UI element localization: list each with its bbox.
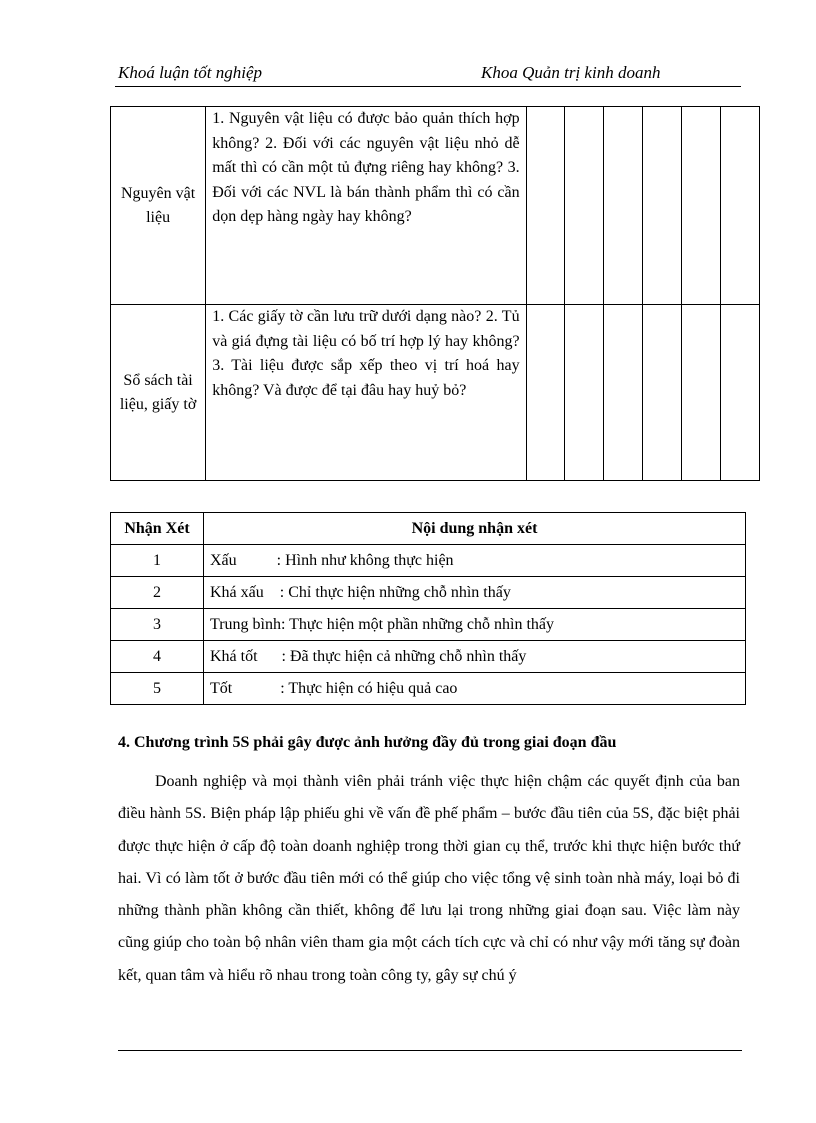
score-cell [721,107,760,305]
rating-score: 5 [111,673,204,705]
score-cell [682,305,721,481]
score-cell [643,107,682,305]
header-thesis-label: Khoá luận tốt nghiệp [118,63,263,82]
rating-score: 1 [111,545,204,577]
questions-cell: 1. Các giấy tờ cần lưu trữ dưới dạng nào? 2. Tủ và giá đựng tài liệu có bố trí hợp lý hay không? 3. Tài liệu được sắp xếp theo vị trí hoá hay không? Và được để tại đâu hay huỷ bỏ? [206,305,526,481]
score-cell [604,107,643,305]
table-header-row [111,513,746,545]
table-row [111,641,746,673]
page-header [115,60,741,87]
score-cell [721,305,760,481]
rating-score: 4 [111,641,204,673]
rating-text: Trung bình: Thực hiện một phần những chỗ nhìn thấy [204,609,746,641]
table-row [111,305,760,481]
table-row [111,609,746,641]
rating-text: Khá tốt : Đã thực hiện cả những chỗ nhìn thấy [204,641,746,673]
score-cell [565,107,604,305]
score-cell [604,305,643,481]
section-heading: 4. Chương trình 5S phải gây được ảnh hưởng đầy đủ trong giai đoạn đầu [118,734,617,751]
table-row [111,577,746,609]
rating-table [110,512,746,705]
score-cell [565,305,604,481]
header-faculty-label: Khoa Quản trị kinh doanh [481,63,661,82]
rating-text: Tốt : Thực hiện có hiệu quả cao [204,673,746,705]
table-row [111,107,760,305]
questions-cell: 1. Nguyên vật liệu có được bảo quản thích hợp không? 2. Đối với các nguyên vật liệu nhỏ dễ mất thì có cần một tủ đựng riêng hay không? 3. Đối với các NVL là bán thành phẩm thì có cần dọn dẹp hàng ngày hay không? [206,107,526,305]
rating-score: 3 [111,609,204,641]
rating-header-content: Nội dung nhận xét [204,513,746,545]
rating-score: 2 [111,577,204,609]
score-cell [682,107,721,305]
section-paragraph: Doanh nghiệp và mọi thành viên phải tránh việc thực hiện chậm các quyết định của ban điều hành 5S. Biện pháp lập phiếu ghi về vấn đề phế phẩm – bước đầu tiên của 5S, đặc biệt phải được thực hiện ở cấp độ toàn doanh nghiệp trong thời gian cụ thể, trước khi thực hiện bước thứ hai. Vì có làm tốt ở bước đầu tiên mới có thể giúp cho việc tổng vệ sinh toàn nhà máy, loại bỏ đi những thành phần không cần thiết, không để lưu lại trong những giai đoạn sau. Việc làm này cũng giúp cho toàn bộ nhân viên tham gia một cách tích cực và chỉ có như vậy mới tăng sự đoàn kết, quan tâm và hiểu rõ nhau trong toàn công ty, gây sự chú ý [118,773,740,984]
table-row [111,545,746,577]
checklist-table [110,106,760,481]
category-cell: Nguyên vật liệu [111,107,206,305]
score-cell [526,107,565,305]
table-row [111,673,746,705]
rating-text: Khá xấu : Chỉ thực hiện những chỗ nhìn thấy [204,577,746,609]
rating-header-score: Nhận Xét [111,513,204,545]
rating-text: Xấu : Hình như không thực hiện [204,545,746,577]
score-cell [526,305,565,481]
category-cell: Sổ sách tài liệu, giấy tờ [111,305,206,481]
score-cell [643,305,682,481]
footer-divider [118,1050,742,1051]
